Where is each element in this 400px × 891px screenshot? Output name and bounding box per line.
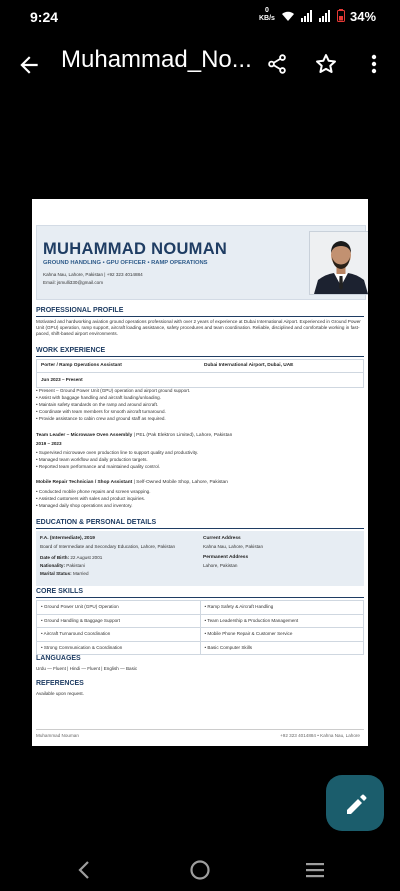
job1-title: Porter / Ramp Operations Assistant bbox=[41, 363, 122, 368]
current-address-label: Current Address bbox=[203, 536, 241, 541]
skill-cell: • Mobile Phone Repair & Customer Service bbox=[204, 631, 293, 636]
resume-location-phone: Kahna Nau, Lahore, Pakistan | +92 323 4014884 bbox=[43, 272, 143, 277]
list-item: • Conducted mobile phone repairs and screen wrapping. bbox=[36, 489, 151, 494]
job2-place: | PEL (Pak Elektron Limited), Lahore, Pakistan bbox=[133, 433, 233, 438]
signal-icon-2 bbox=[319, 10, 331, 22]
document-page[interactable] bbox=[32, 199, 368, 746]
network-speed bbox=[259, 7, 275, 23]
network-speed-unit: KB/s bbox=[259, 15, 275, 22]
skill-cell: • Basic Computer Skills bbox=[204, 644, 253, 650]
table-row bbox=[37, 628, 363, 642]
dob-value: 22 August 2001 bbox=[70, 555, 103, 560]
resume-header bbox=[36, 225, 366, 300]
profile-photo-image bbox=[310, 232, 368, 294]
job2-dates: 2019 – 2023 bbox=[36, 441, 62, 446]
edu-divider bbox=[36, 528, 364, 529]
footer-left: Muhammad Nouman bbox=[36, 733, 79, 738]
table-row bbox=[37, 601, 363, 615]
job3-bullets bbox=[36, 488, 150, 509]
table-row bbox=[37, 642, 363, 655]
profile-photo bbox=[309, 231, 368, 295]
ms-value: Married bbox=[72, 571, 89, 576]
profile-heading: PROFESSIONAL PROFILE bbox=[36, 307, 124, 314]
signal-icon bbox=[301, 10, 313, 22]
share-icon[interactable] bbox=[266, 53, 288, 75]
nav-recents-icon[interactable] bbox=[305, 861, 325, 879]
skill-cell: • Strong Communication & Coordination bbox=[37, 642, 201, 655]
footer-right: +92 323 4014884 • Kahna Nau, Lahore bbox=[280, 733, 360, 738]
nat-label: Nationality: bbox=[40, 563, 66, 568]
edit-button[interactable] bbox=[326, 775, 384, 831]
job3-title: Mobile Repair Technician / Shop Assistant bbox=[36, 480, 133, 485]
job2-line bbox=[36, 433, 232, 438]
resume-email: Email: jsmulli330@gmail.com bbox=[43, 279, 104, 285]
list-item: • Coordinate with team members for smooth aircraft turnaround. bbox=[36, 409, 166, 414]
nat-value: Pakistani bbox=[66, 563, 85, 568]
job2-title: Team Leader – Microwave Oven Assembly bbox=[36, 433, 133, 438]
languages-heading: LANGUAGES bbox=[36, 655, 81, 662]
edu-dob bbox=[40, 555, 102, 560]
list-item: • Present – Ground Power Unit (GPU) operation and airport ground support. bbox=[36, 388, 191, 393]
edu-heading: EDUCATION & PERSONAL DETAILS bbox=[36, 519, 157, 526]
resume-contact bbox=[43, 271, 143, 286]
job1-divider bbox=[37, 372, 363, 373]
battery-percent: 34% bbox=[350, 9, 377, 24]
edu-nationality bbox=[40, 563, 85, 568]
work-divider bbox=[36, 356, 364, 357]
skill-cell: • Ground Power Unit (GPU) Operation bbox=[37, 601, 201, 614]
skill-cell: • Ramp Safety & Aircraft Handling bbox=[204, 604, 274, 609]
wifi-icon bbox=[281, 10, 295, 22]
current-address: Kahna Nau, Lahore, Pakistan bbox=[203, 544, 264, 549]
app-bar bbox=[0, 38, 400, 90]
skill-cell: • Aircraft Turnaround Coordination bbox=[37, 628, 201, 641]
status-time: 9:24 bbox=[30, 9, 59, 25]
permanent-address-label: Permanent Address bbox=[203, 555, 249, 560]
job1-bullets bbox=[36, 387, 190, 422]
network-speed-value: 0 bbox=[265, 7, 269, 14]
edu-board: Board of Intermediate and Secondary Education, Lahore, Pakistan bbox=[40, 544, 176, 549]
profile-text: Motivated and hardworking aviation ground operations professional with over 2 years of experience at Dubai International Airport. Experienced in Ground Power Unit (GPU) operation, ramp support, aircraft loading assistance, safety procedures and team coordination. Reliable, disciplined and comfortable working in fast-paced, shift-based airport environments. bbox=[36, 319, 361, 336]
more-vert-icon[interactable] bbox=[366, 53, 382, 75]
page-footer bbox=[36, 729, 364, 738]
references-text: Available upon request. bbox=[36, 691, 84, 696]
status-bar bbox=[0, 0, 400, 34]
nav-home-icon[interactable] bbox=[189, 859, 211, 881]
skills-heading: CORE SKILLS bbox=[36, 588, 84, 595]
star-icon[interactable] bbox=[314, 52, 338, 76]
references-heading: REFERENCES bbox=[36, 680, 84, 687]
skills-divider bbox=[36, 597, 364, 598]
dob-label: Date of Birth: bbox=[40, 555, 70, 560]
table-row bbox=[37, 615, 363, 629]
resume-tagline: GROUND HANDLING • GPU OFFICER • RAMP OPERATIONS bbox=[43, 260, 208, 266]
edu-marital bbox=[40, 571, 89, 576]
nav-back-icon[interactable] bbox=[77, 860, 91, 880]
profile-divider bbox=[36, 316, 364, 317]
back-arrow-icon[interactable] bbox=[16, 52, 42, 78]
system-nav-bar bbox=[0, 848, 400, 891]
list-item: • Supervised microwave oven production line to support quality and productivity. bbox=[36, 450, 199, 455]
edit-pencil-icon bbox=[326, 775, 384, 831]
ms-label: Marital Status: bbox=[40, 571, 72, 576]
job3-line bbox=[36, 480, 228, 485]
resume-name: MUHAMMAD NOUMAN bbox=[43, 240, 228, 258]
skill-cell: • Ground Handling & Baggage Support bbox=[37, 615, 201, 628]
job1-dates: Jun 2023 – Present bbox=[41, 377, 83, 382]
permanent-address: Lahore, Pakistan bbox=[203, 563, 238, 568]
edu-degree: F.A. (Intermediate), 2019 bbox=[40, 536, 95, 541]
document-title: Muhammad_No... bbox=[61, 46, 252, 73]
skills-table bbox=[36, 600, 364, 655]
list-item: • Assist with baggage handling and aircraft loading/unloading. bbox=[36, 395, 161, 400]
job2-bullets bbox=[36, 449, 198, 470]
status-icons bbox=[281, 9, 345, 22]
list-item: • Managed team workflow and daily production targets. bbox=[36, 457, 148, 462]
job3-place: | Self-Owned Mobile Shop, Lahore, Pakistan bbox=[133, 480, 228, 485]
languages-text: Urdu — Fluent | Hindi — Fluent | English — Basic bbox=[36, 666, 138, 671]
list-item: • Assisted customers with sales and product inquiries. bbox=[36, 496, 146, 501]
job1-box bbox=[36, 359, 364, 388]
list-item: • Provide assistance to cabin crew and ground staff as required. bbox=[36, 416, 166, 421]
list-item: • Maintain safety standards on the ramp and around aircraft. bbox=[36, 402, 159, 407]
edu-box bbox=[36, 531, 364, 586]
skill-cell: • Team Leadership & Production Management bbox=[204, 617, 299, 623]
work-heading: WORK EXPERIENCE bbox=[36, 347, 106, 354]
list-item: • Managed daily shop operations and inventory. bbox=[36, 503, 133, 508]
job1-place: Dubai International Airport, Dubai, UAE bbox=[204, 363, 294, 368]
battery-icon bbox=[337, 9, 345, 22]
list-item: • Reported team performance and maintained quality control. bbox=[36, 464, 160, 469]
